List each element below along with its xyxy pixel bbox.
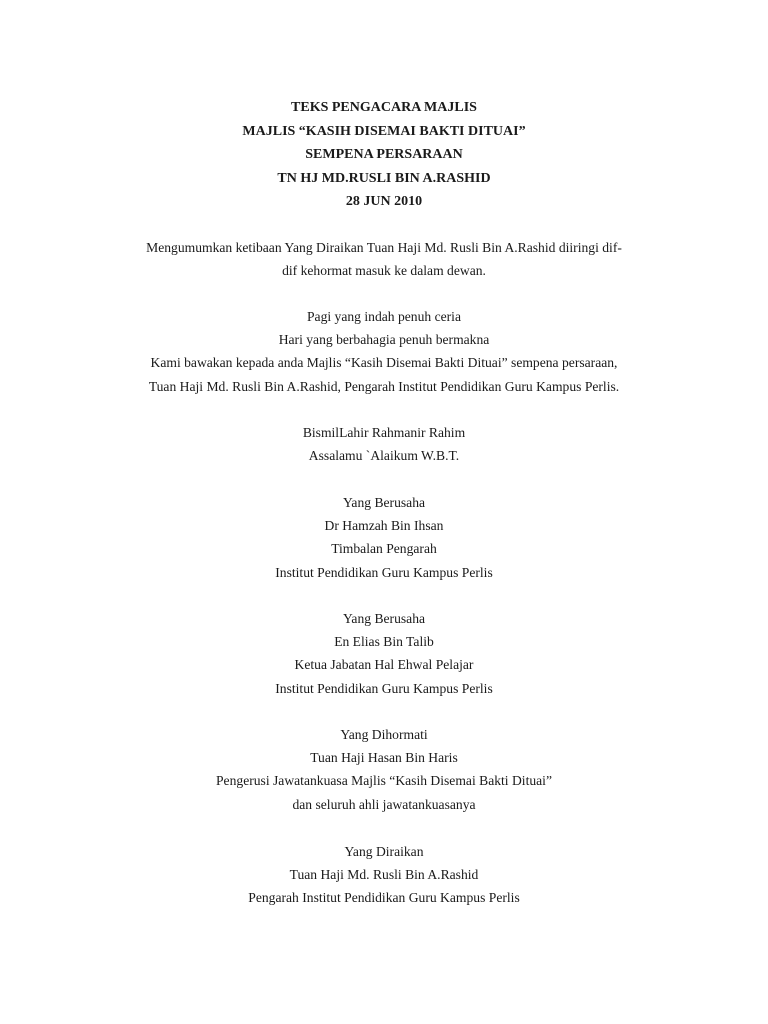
salutation-line: Yang Berusaha [342, 495, 426, 510]
salutation-line: dan seluruh ahli jawatankuasanya [292, 796, 476, 812]
verse-line: Hari yang berbahagia penuh bermakna [278, 332, 490, 348]
title-line: TEKS PENGACARA MAJLIS [291, 100, 477, 115]
salutation-block [110, 840, 658, 910]
salutation-line: Yang Dihormati [340, 727, 428, 742]
salutation-line: Tuan Haji Hasan Bin Haris [310, 750, 458, 766]
salutation-line: Ketua Jabatan Hal Ehwal Pelajar [294, 657, 474, 673]
salutation-block [110, 607, 658, 700]
salutation-line: Institut Pendidikan Guru Kampus Perlis [275, 680, 493, 696]
greeting-block [110, 421, 658, 467]
salutation-line: Tuan Haji Md. Rusli Bin A.Rashid [289, 867, 479, 883]
salutation-line: Dr Hamzah Bin Ihsan [324, 518, 444, 534]
greeting-line: Assalamu `Alaikum W.B.T. [308, 448, 460, 464]
salutation-line: Pengarah Institut Pendidikan Guru Kampus Perlis [248, 890, 520, 906]
salutation-block [110, 723, 658, 816]
title-date: 28 JUN 2010 [345, 194, 423, 209]
verse-line: Pagi yang indah penuh ceria [306, 309, 461, 324]
verse-line: Kami bawakan kepada anda Majlis “Kasih Disemai Bakti Dituai” sempena persaraan, [150, 355, 618, 371]
salutation-line: Timbalan Pengarah [331, 541, 437, 557]
title-line: TN HJ MD.RUSLI BIN A.RASHID [277, 170, 491, 186]
salutation-line: Yang Diraikan [344, 844, 424, 859]
salutation-block [110, 491, 658, 584]
salutation-line: Pengerusi Jawatankuasa Majlis “Kasih Disemai Bakti Dituai” [216, 773, 552, 789]
announcement-paragraph [110, 236, 658, 282]
salutation-line: Yang Berusaha [342, 611, 426, 626]
salutation-line: Institut Pendidikan Guru Kampus Perlis [275, 564, 493, 580]
paragraph-line: dif kehormat masuk ke dalam dewan. [282, 263, 486, 279]
paragraph-line: Mengumumkan ketibaan Yang Diraikan Tuan Haji Md. Rusli Bin A.Rashid diiringi dif- [146, 240, 622, 255]
salutation-line: En Elias Bin Talib [334, 634, 434, 650]
document-title [0, 96, 768, 214]
title-line: MAJLIS “KASIH DISEMAI BAKTI DITUAI” [242, 123, 526, 139]
verse-line: Tuan Haji Md. Rusli Bin A.Rashid, Pengarah Institut Pendidikan Guru Kampus Perlis. [148, 378, 620, 394]
opening-verse [84, 305, 684, 398]
greeting-line: BismilLahir Rahmanir Rahim [302, 425, 466, 440]
title-line: SEMPENA PERSARAAN [305, 147, 463, 162]
